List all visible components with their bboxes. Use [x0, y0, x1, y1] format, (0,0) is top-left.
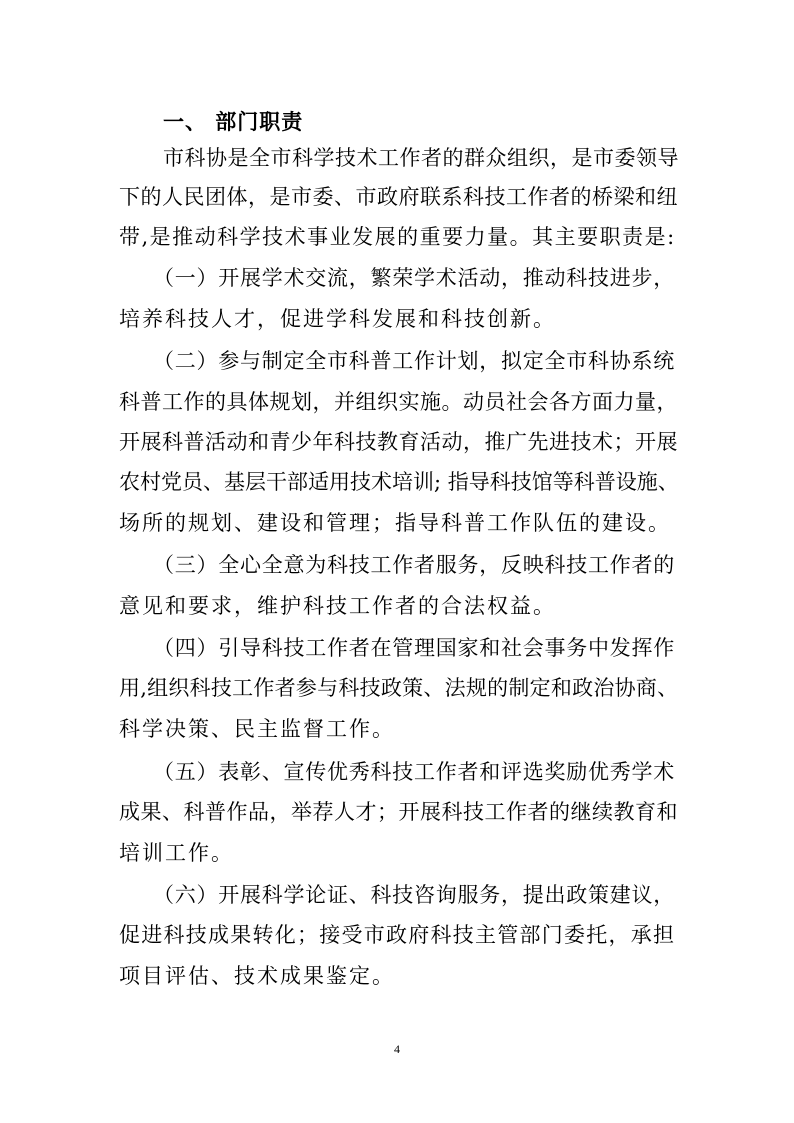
- paragraph-line: 下的人民团体，是市委、市政府联系科技工作者的桥梁和纽: [119, 185, 678, 209]
- paragraph-line: （六）开展科学论证、科技咨询服务，提出政策建议，: [153, 883, 675, 907]
- paragraph-line: 用,组织科技工作者参与科技政策、法规的制定和政治协商、: [119, 676, 679, 700]
- paragraph-line: 市科协是全市科学技术工作者的群众组织，是市委领导: [163, 146, 679, 170]
- paragraph-line: 带,是推动科学技术事业发展的重要力量。其主要职责是:: [119, 225, 676, 249]
- paragraph-line: 科普工作的具体规划，并组织实施。动员社会各方面力量，: [119, 390, 678, 414]
- paragraph-line: 农村党员、基层干部适用技术培训; 指导科技馆等科普设施、: [119, 470, 679, 494]
- paragraph-line: 成果、科普作品，举荐人才；开展科技工作者的继续教育和: [119, 800, 678, 824]
- paragraph-line: （三）全心全意为科技工作者服务，反映科技工作者的: [153, 553, 675, 577]
- paragraph-line: 意见和要求，维护科技工作者的合法权益。: [119, 594, 556, 618]
- section-heading: 一、 部门职责: [163, 110, 304, 134]
- paragraph-line: 项目评估、技术成果鉴定。: [119, 964, 395, 988]
- paragraph-line: （二）参与制定全市科普工作计划，拟定全市科协系统: [153, 349, 675, 373]
- page-number: 4: [394, 1042, 400, 1056]
- paragraph-line: 促进科技成果转化；接受市政府科技主管部门委托，承担: [119, 923, 676, 947]
- paragraph-line: 开展科普活动和青少年科技教育活动，推广先进技术；开展: [119, 430, 678, 454]
- paragraph-line: （一）开展学术交流，繁荣学术活动，推动科技进步，: [153, 266, 675, 290]
- paragraph-line: 培训工作。: [119, 841, 234, 865]
- paragraph-line: （四）引导科技工作者在管理国家和社会事务中发挥作: [153, 636, 675, 660]
- paragraph-line: （五）表彰、宣传优秀科技工作者和评选奖励优秀学术: [153, 760, 675, 784]
- paragraph-line: 培养科技人才，促进学科发展和科技创新。: [119, 307, 556, 331]
- paragraph-line: 科学决策、民主监督工作。: [119, 717, 395, 741]
- paragraph-line: 场所的规划、建设和管理；指导科普工作队伍的建设。: [119, 511, 671, 535]
